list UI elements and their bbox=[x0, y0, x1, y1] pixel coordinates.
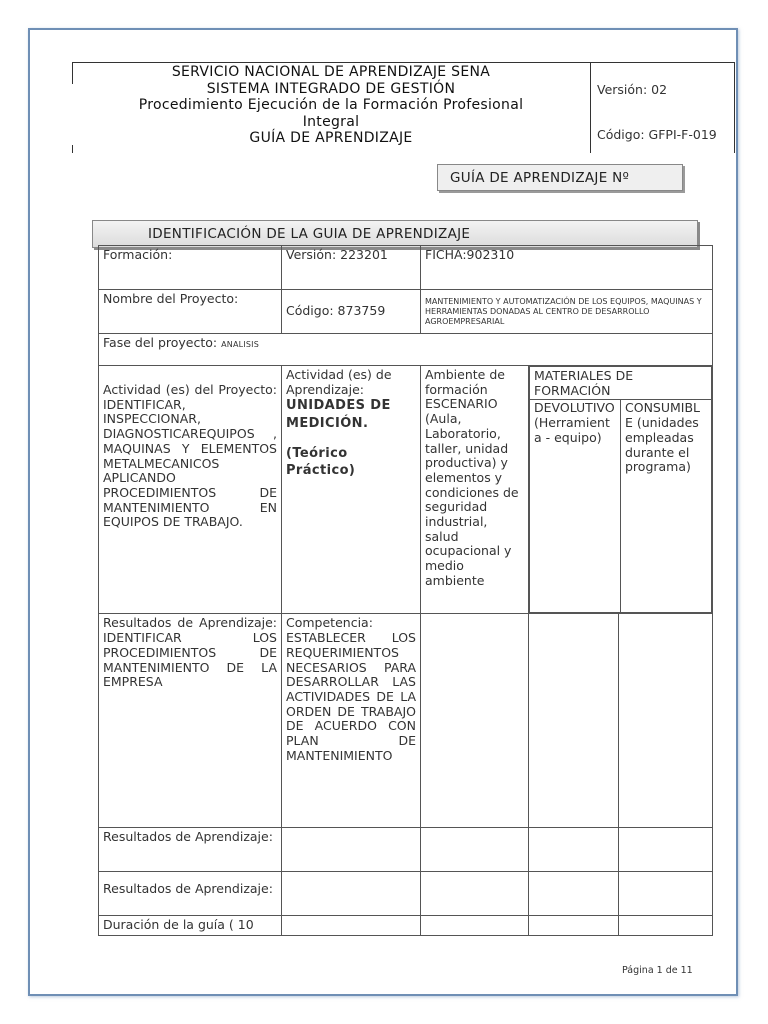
materiales-subtable bbox=[529, 366, 712, 613]
cell-empty-r7c5 bbox=[619, 872, 713, 916]
cell-nombre-proyecto: Nombre del Proyecto: bbox=[99, 290, 282, 334]
cell-proyecto-descripcion: MANTENIMIENTO Y AUTOMATIZACIÓN DE LOS EQUIPOS, MAQUINAS Y HERRAMIENTAS DONADAS AL CENTRO DE DESARROLLO AGROEMPRESARIAL bbox=[421, 290, 713, 334]
cell-empty-r8c3 bbox=[421, 916, 529, 936]
cell-competencia: Competencia: ESTABLECER LOS REQUERIMIENTOS NECESARIOS PARA DESARROLLAR LAS ACTIVIDADES DE LA ORDEN DE TRABAJO DE ACUERDO CON PLAN DE MANTENIMIENTO bbox=[282, 614, 421, 828]
header-line-procedure: Procedimiento Ejecución de la Formación Profesional bbox=[138, 97, 524, 113]
guide-number-box: GUÍA DE APRENDIZAJE Nº bbox=[437, 164, 683, 191]
cell-resultados-aprendizaje-1: Resultados de Aprendizaje: IDENTIFICAR LOS PROCEDIMIENTOS DE MANTENIMIENTO DE LA EMPRESA bbox=[99, 614, 282, 828]
cell-empty-r6c3 bbox=[421, 828, 529, 872]
materiales-header: MATERIALES DE FORMACIÓN bbox=[530, 367, 712, 400]
document-code: Código: GFPI-F-019 bbox=[597, 127, 717, 142]
cell-actividad-aprendizaje bbox=[282, 366, 421, 614]
header-meta bbox=[590, 62, 735, 153]
cell-empty-r5c5 bbox=[619, 614, 713, 828]
materiales-consumible: CONSUMIBLE (unidades empleadas durante el programa) bbox=[621, 400, 712, 613]
cell-empty-r7c4 bbox=[529, 872, 619, 916]
cell-empty-r7c2 bbox=[282, 872, 421, 916]
cell-ambiente-formacion: Ambiente de formación ESCENARIO (Aula, Laboratorio, taller, unidad productiva) y elementos y condiciones de seguridad industrial, salud ocupacional y medio ambiente bbox=[421, 366, 529, 614]
cell-empty-r6c2 bbox=[282, 828, 421, 872]
cell-empty-r8c4 bbox=[529, 916, 619, 936]
cell-version-programa: Versión: 223201 bbox=[282, 246, 421, 290]
cell-ficha: FICHA:902310 bbox=[421, 246, 713, 290]
fase-label: Fase del proyecto: bbox=[103, 335, 218, 350]
document-version: Versión: 02 bbox=[597, 82, 668, 97]
cell-empty-r8c5 bbox=[619, 916, 713, 936]
materiales-devolutivo: DEVOLUTIVO (Herramienta - equipo) bbox=[530, 400, 621, 613]
cell-resultados-aprendizaje-2: Resultados de Aprendizaje: bbox=[99, 828, 282, 872]
header-line-system: SISTEMA INTEGRADO DE GESTIÓN bbox=[206, 80, 456, 97]
header-line-integral: Integral bbox=[302, 113, 360, 130]
cell-materiales-formacion bbox=[529, 366, 713, 614]
section-heading-identification: IDENTIFICACIÓN DE LA GUIA DE APRENDIZAJE bbox=[92, 220, 698, 248]
header-line-institution: SERVICIO NACIONAL DE APRENDIZAJE SENA bbox=[171, 64, 491, 80]
actividad-aprendizaje-label: Actividad (es) de Aprendizaje: bbox=[286, 367, 392, 397]
cell-empty-r7c3 bbox=[421, 872, 529, 916]
identification-table bbox=[98, 245, 713, 936]
fase-value: ANALISIS bbox=[221, 340, 259, 349]
cell-empty-r5c3 bbox=[421, 614, 529, 828]
cell-resultados-aprendizaje-3: Resultados de Aprendizaje: bbox=[99, 872, 282, 916]
cell-empty-r6c4 bbox=[529, 828, 619, 872]
cell-fase-proyecto bbox=[99, 334, 713, 366]
document-header-title bbox=[72, 64, 590, 147]
actividad-aprendizaje-type: (Teórico Práctico) bbox=[286, 446, 356, 479]
cell-empty-r5c4 bbox=[529, 614, 619, 828]
cell-formacion: Formación: bbox=[99, 246, 282, 290]
header-line-guide: GUÍA DE APRENDIZAJE bbox=[249, 130, 413, 146]
page-number: Página 1 de 11 bbox=[622, 965, 693, 976]
cell-actividad-proyecto: Actividad (es) del Proyecto: IDENTIFICAR, INSPECCIONAR, DIAGNOSTICAREQUIPOS , MAQUINAS Y ELEMENTOS METALMECANICOS APLICANDO PROCEDIMIENTOS DE MANTENIMIENTO EN EQUIPOS DE TRABAJO. bbox=[99, 366, 282, 614]
cell-duracion-guia: Duración de la guía ( 10 bbox=[99, 916, 282, 936]
cell-empty-r8c2 bbox=[282, 916, 421, 936]
actividad-aprendizaje-title: UNIDADES DE MEDICIÓN. bbox=[286, 398, 391, 432]
cell-codigo-proyecto: Código: 873759 bbox=[282, 290, 421, 334]
cell-empty-r6c5 bbox=[619, 828, 713, 872]
